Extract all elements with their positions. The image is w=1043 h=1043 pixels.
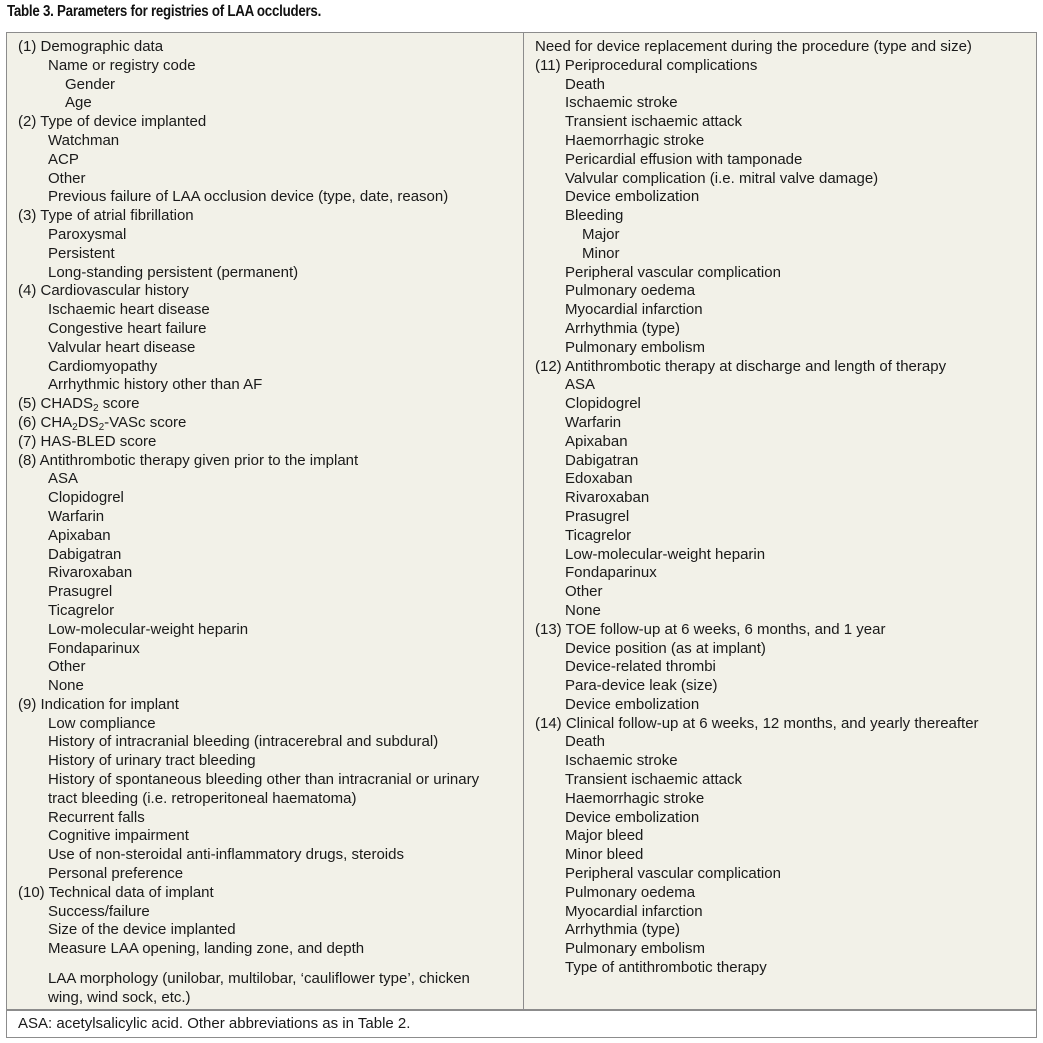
- text-part: (6) CHA: [18, 413, 73, 431]
- list-item: Major: [582, 225, 620, 243]
- text-part: (5) CHADS: [18, 395, 94, 413]
- section-heading: (4) Cardiovascular history: [18, 282, 189, 300]
- list-item: Peripheral vascular complication: [565, 865, 781, 883]
- list-item: Edoxaban: [565, 470, 633, 488]
- list-item: Device position (as at implant): [565, 639, 766, 657]
- list-item: Fondaparinux: [565, 564, 657, 582]
- list-item: Rivaroxaban: [48, 564, 133, 582]
- section-heading: (10) Technical data of implant: [18, 883, 214, 901]
- list-item: Major bleed: [565, 827, 644, 845]
- row-spacer: [18, 959, 518, 970]
- subscript: 2: [93, 403, 99, 415]
- section-heading: (3) Type of atrial fibrillation: [18, 207, 194, 225]
- list-item: Type of antithrombotic therapy: [565, 959, 767, 977]
- section-heading: (14) Clinical follow-up at 6 weeks, 12 months, and yearly thereafter: [535, 714, 979, 732]
- list-item: Other: [565, 583, 603, 601]
- list-item: Haemorrhagic stroke: [565, 131, 705, 149]
- section-heading: [18, 395, 518, 414]
- list-item: Arrhythmia (type): [565, 319, 681, 337]
- list-item: Death: [565, 75, 606, 93]
- section-heading: [18, 414, 518, 433]
- list-item: Low-molecular-weight heparin: [565, 545, 766, 563]
- list-item: Cognitive impairment: [48, 827, 189, 845]
- list-item: ASA: [565, 376, 596, 394]
- list-item: Minor bleed: [565, 846, 644, 864]
- list-item: Arrhythmia (type): [565, 921, 681, 939]
- list-item: History of intracranial bleeding (intracerebral and subdural): [48, 733, 439, 751]
- list-item: tract bleeding (i.e. retroperitoneal haematoma): [48, 789, 357, 807]
- section-heading: Need for device replacement during the procedure (type and size): [535, 38, 972, 55]
- list-item: Valvular complication (i.e. mitral valve damage): [565, 169, 879, 187]
- list-item: Arrhythmic history other than AF: [48, 376, 263, 394]
- list-item: Myocardial infarction: [565, 301, 703, 319]
- list-item: Clopidogrel: [565, 395, 641, 413]
- list-item: Pulmonary oedema: [565, 883, 696, 901]
- list-item: Ischaemic stroke: [565, 94, 678, 112]
- list-item: Gender: [65, 75, 116, 93]
- column-divider: [523, 33, 524, 1009]
- subscript: 2: [72, 421, 78, 433]
- text-part: DS: [77, 413, 99, 431]
- list-item: ACP: [48, 150, 79, 168]
- list-item: Pericardial effusion with tamponade: [565, 150, 803, 168]
- list-item: wing, wind sock, etc.): [48, 988, 191, 1006]
- list-item: Other: [48, 169, 86, 187]
- list-item: Use of non-steroidal anti-inflammatory drugs, steroids: [48, 846, 404, 864]
- list-item: ASA: [48, 470, 79, 488]
- list-item: Transient ischaemic attack: [565, 771, 743, 789]
- left-column: [18, 38, 518, 1008]
- list-item: Ischaemic heart disease: [48, 301, 210, 319]
- list-item: History of urinary tract bleeding: [48, 752, 256, 770]
- list-item: Death: [565, 733, 606, 751]
- section-heading: (8) Antithrombotic therapy given prior to the implant: [18, 451, 359, 469]
- list-item: Dabigatran: [565, 451, 639, 469]
- list-item: Apixaban: [48, 526, 111, 544]
- section-heading: (7) HAS-BLED score: [18, 432, 157, 450]
- section-heading: (13) TOE follow-up at 6 weeks, 6 months, and 1 year: [535, 620, 886, 638]
- list-item: Pulmonary embolism: [565, 940, 706, 958]
- subscript: 2: [98, 421, 105, 433]
- section-heading: (11) Periprocedural complications: [535, 56, 758, 74]
- table-footnote: [6, 1010, 1037, 1038]
- list-item: Para-device leak (size): [565, 677, 718, 695]
- list-item: None: [565, 601, 601, 619]
- list-item: Paroxysmal: [48, 225, 127, 243]
- text-part: -VASc score: [104, 413, 187, 431]
- list-item: Measure LAA opening, landing zone, and depth: [48, 940, 365, 958]
- list-item: Ticagrelor: [565, 526, 632, 544]
- list-item: Device-related thrombi: [565, 658, 716, 676]
- list-item: Ticagrelor: [48, 601, 115, 619]
- table-title: Table 3. Parameters for registries of LAA occluders.: [7, 3, 322, 20]
- list-item: Persistent: [48, 244, 115, 262]
- list-item: Bleeding: [565, 207, 624, 225]
- list-item: Cardiomyopathy: [48, 357, 158, 375]
- list-item: LAA morphology (unilobar, multilobar, ‘cauliflower type’, chicken: [48, 970, 470, 988]
- footnote-text: ASA: acetylsalicylic acid. Other abbreviations as in Table 2.: [18, 1015, 411, 1032]
- list-item: Long-standing persistent (permanent): [48, 263, 299, 281]
- list-item: Device embolization: [565, 695, 700, 713]
- list-item: Pulmonary oedema: [565, 282, 696, 300]
- text-part: score: [98, 395, 140, 413]
- list-item: Prasugrel: [48, 583, 113, 601]
- list-item: Clopidogrel: [48, 489, 124, 507]
- list-item: Watchman: [48, 131, 120, 149]
- list-item: Device embolization: [565, 188, 700, 206]
- list-item: Apixaban: [565, 432, 628, 450]
- list-item: Congestive heart failure: [48, 319, 207, 337]
- list-item: Prasugrel: [565, 507, 630, 525]
- list-item: Pulmonary embolism: [565, 338, 706, 356]
- list-item: None: [48, 677, 84, 695]
- parameters-table: [6, 32, 1037, 1010]
- list-item: Recurrent falls: [48, 808, 145, 826]
- list-item: Warfarin: [565, 413, 622, 431]
- list-item: Dabigatran: [48, 545, 122, 563]
- list-item: Low-molecular-weight heparin: [48, 620, 249, 638]
- list-item: Valvular heart disease: [48, 338, 196, 356]
- list-item: Haemorrhagic stroke: [565, 789, 705, 807]
- list-item: Fondaparinux: [48, 639, 140, 657]
- section-heading: (1) Demographic data: [18, 38, 164, 55]
- list-item: Minor: [582, 244, 620, 262]
- list-item: Low compliance: [48, 714, 156, 732]
- list-item: Transient ischaemic attack: [565, 113, 743, 131]
- list-item: Age: [65, 94, 92, 112]
- list-item: Device embolization: [565, 808, 700, 826]
- list-item: Previous failure of LAA occlusion device (type, date, reason): [48, 188, 449, 206]
- list-item: Warfarin: [48, 507, 105, 525]
- list-item: Success/failure: [48, 902, 150, 920]
- list-item: Other: [48, 658, 86, 676]
- list-item: Peripheral vascular complication: [565, 263, 781, 281]
- right-column: [535, 38, 1035, 978]
- list-item: Name or registry code: [48, 56, 196, 74]
- section-heading: (12) Antithrombotic therapy at discharge and length of therapy: [535, 357, 947, 375]
- section-heading: (2) Type of device implanted: [18, 113, 207, 131]
- list-item: Myocardial infarction: [565, 902, 703, 920]
- list-item: Rivaroxaban: [565, 489, 650, 507]
- section-heading: (9) Indication for implant: [18, 695, 179, 713]
- list-item: History of spontaneous bleeding other than intracranial or urinary: [48, 771, 480, 789]
- list-item: Personal preference: [48, 865, 184, 883]
- list-item: Ischaemic stroke: [565, 752, 678, 770]
- list-item: Size of the device implanted: [48, 921, 236, 939]
